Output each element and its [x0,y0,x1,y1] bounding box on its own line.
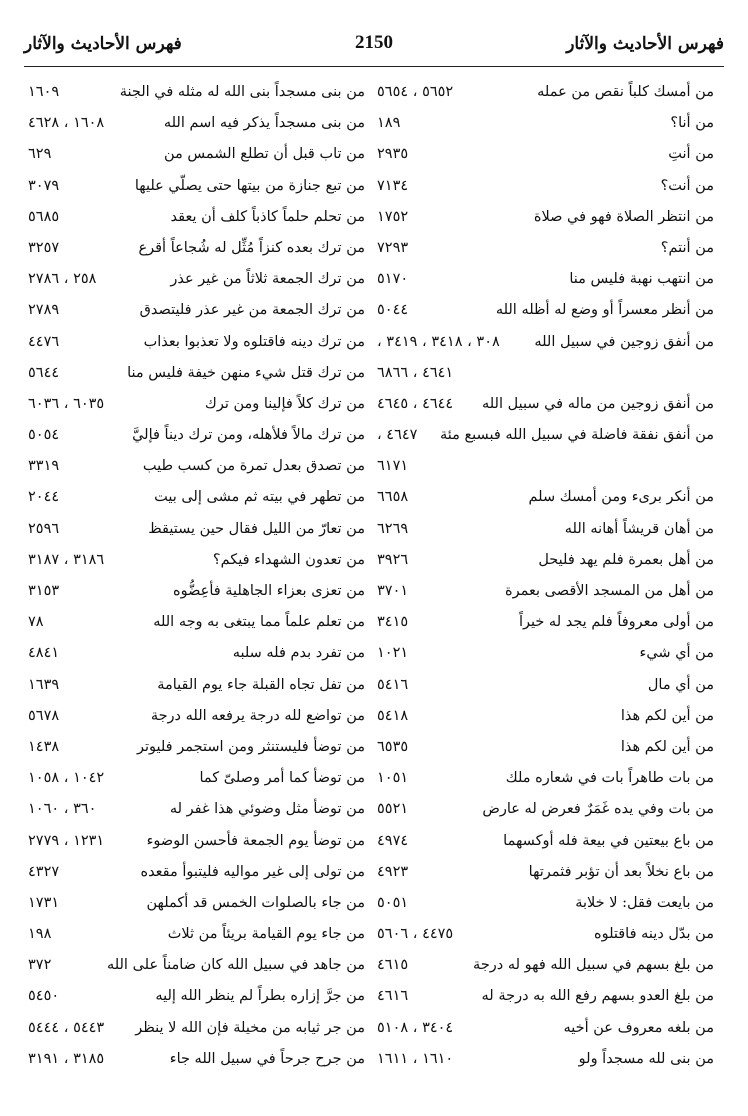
hadith-refs: ١٤٣٨ [28,738,60,755]
hadith-incipit: من أنفق زوجين من ماله في سبيل الله [481,395,714,412]
hadith-refs: ٤٦١٥ [377,957,409,974]
hadith-refs: ٥٤٥٠ [28,988,60,1005]
hadith-incipit: من توضأ فليستنثر ومن استجمر فليوتر [136,738,365,755]
index-entry [369,142,714,173]
hadith-refs: ٦٢٩ [28,146,52,163]
hadith-refs: ٥٦٤٤ [28,364,60,381]
index-entry [369,984,714,1015]
index-entry [20,298,365,329]
hadith-incipit: من أنا؟ [670,115,714,132]
index-entry [20,174,365,205]
index-entry [20,673,365,704]
index-entry [20,111,365,142]
index-entry [20,142,365,173]
hadith-refs: ٥٤١٦ [377,676,409,693]
index-entry [20,517,365,548]
hadith-incipit: من بايعت فقل: لا خلابة [575,894,714,911]
hadith-refs: ٥٠٤٤ [377,302,409,319]
hadith-refs: ١٧٥٢ [377,208,409,225]
hadith-refs: ٤٩٧٤ [377,832,409,849]
hadith-refs: ٢٧٨٩ [28,302,60,319]
hadith-refs: ٧٨ [28,614,44,631]
hadith-incipit: من تطهر في بيته ثم مشى إلى بيت [154,489,365,506]
hadith-incipit: من أنفق زوجين في سبيل الله [534,333,714,350]
index-entry [20,704,365,735]
index-entry [369,174,714,205]
hadith-incipit: من بنى مسجداً يذكر فيه اسم الله [163,115,365,132]
hadith-refs: ٤٦٤١ ، ٦٨٦٦ [377,364,454,381]
hadith-incipit: من تعارّ من الليل فقال حين يستيقظ [148,520,365,537]
running-title-left: فهرس الأحاديث والآثار [24,34,182,54]
index-entry [20,891,365,922]
hadith-refs: ٥٤١٨ [377,707,409,724]
hadith-incipit: من أي مال [647,676,714,693]
hadith-incipit: من أنظر معسراً أو وضع له أظله الله [495,302,714,319]
hadith-refs: ٢٩٣٥ [377,146,409,163]
index-entry [369,80,714,111]
index-entry [20,80,365,111]
hadith-incipit: من بلغ بسهم في سبيل الله فهو له درجة [473,957,714,974]
hadith-incipit: من أنكر برىء ومن أمسك سلم [528,489,714,506]
left-column [20,80,365,1078]
index-entry [20,423,365,454]
hadith-refs: ٥٦٧٨ [28,707,60,724]
hadith-incipit: من أنفق نفقة فاضلة في سبيل الله فبسبع مئة [439,427,714,444]
hadith-refs: ٥٠٥٤ [28,427,60,444]
index-entry [20,485,365,516]
hadith-refs: ٦٠٣٥ ، ٦٠٣٦ [28,395,105,412]
header-rule [24,66,724,67]
hadith-incipit: من ترك الجمعة من غير عذر فليتصدق [139,302,365,319]
hadith-refs: ١٠٥١ [377,770,409,787]
hadith-incipit: من أي شيء [639,645,714,662]
hadith-refs: ١٦٠٨ ، ٤٦٢٨ [28,115,105,132]
index-entry [369,891,714,922]
hadith-incipit: من ترك دينه فاقتلوه ولا تعذبوا بعذاب [143,333,365,350]
hadith-incipit: من باع بيعتين في بيعة فله أوكسهما [503,832,714,849]
hadith-refs: ٤٦٤٧ ، [377,427,418,444]
hadith-incipit: من باع نخلاً بعد أن تؤبر فثمرتها [528,863,714,880]
index-entry [369,298,714,329]
hadith-incipit: من تولى إلى غير مواليه فليتبوأ مقعده [140,863,365,880]
hadith-incipit: من تعزى بعزاء الجاهلية فأعِضُّوه [173,583,365,599]
hadith-refs: ٤٦٤٤ ، ٤٦٤٥ [377,395,454,412]
hadith-incipit: من أنتم؟ [660,239,714,256]
hadith-incipit: من تاب قبل أن تطلع الشمس من [163,146,365,163]
hadith-refs: ٧١٣٤ [377,177,409,194]
index-entry [369,392,714,423]
hadith-refs: ٣٧٠١ [377,583,409,599]
hadith-incipit: من تفل تجاه القبلة جاء يوم القيامة [157,676,365,693]
hadith-refs: ٤٦١٦ [377,988,409,1005]
hadith-incipit: من بات وفي يده غَمَرٌ فعرض له عارض [482,801,714,818]
hadith-refs: ٥٦٨٥ [28,208,60,225]
hadith-refs: ٣٧٢ [28,957,52,974]
hadith-incipit: من تواضع لله درجة يرفعه الله درجة [150,707,365,724]
hadith-incipit: من توضأ يوم الجمعة فأحسن الوضوء [146,832,365,849]
hadith-incipit: من تعلم علماً مما يبتغى به وجه الله [153,614,365,631]
index-entry [20,829,365,860]
index-entry [369,641,714,672]
index-entry [20,610,365,641]
hadith-incipit: من بلغه معروف عن أخيه [563,1019,714,1036]
index-entry [20,922,365,953]
hadith-refs: ٦٢٦٩ [377,520,409,537]
hadith-refs: ٣٤٠٤ ، ٥١٠٨ [377,1019,454,1036]
hadith-incipit: من تعدون الشهداء فيكم؟ [212,551,365,568]
index-entry [20,267,365,298]
hadith-refs: ٥١٧٠ [377,271,409,288]
hadith-refs: ٤٤٧٥ ، ٥٦٠٦ [377,926,454,943]
hadith-refs: ٣٠٨ ، ٣٤١٨ ، ٣٤١٩ ، [377,333,500,350]
right-column [369,80,714,1078]
index-entry [369,1016,714,1047]
hadith-incipit: من ترك قتل شيء منهن خيفة فليس منا [127,364,365,381]
hadith-incipit: من تفرد بدم فله سلبه [232,645,365,662]
hadith-refs: ٤٣٢٧ [28,863,60,880]
index-entry [20,797,365,828]
hadith-refs: ١٦٠٩ [28,84,60,100]
index-entry [20,392,365,423]
hadith-incipit: من أهان قريشاً أهانه الله [564,520,714,537]
hadith-refs: ٢٠٤٤ [28,489,60,506]
hadith-incipit: من أهل بعمرة فلم يهد فليحل [538,551,714,568]
index-entry [369,267,714,298]
hadith-incipit: من تحلم حلماً كاذباً كلف أن يعقد [170,208,365,225]
index-entry [369,548,714,579]
hadith-refs: ٣٠٧٩ [28,177,60,194]
hadith-incipit: من أين لكم هذا [620,707,714,724]
index-entry [20,860,365,891]
hadith-refs: ١٠٢١ [377,645,409,662]
index-entry [369,735,714,766]
hadith-incipit: من ترك بعده كنزاً مُثِّل له شُجاعاً أقرع [138,239,365,256]
index-entry [369,205,714,236]
index-entry [20,330,365,361]
hadith-refs: ٥٠٥١ [377,894,409,911]
index-entry [369,860,714,891]
index-entry [369,704,714,735]
index-entry [20,454,365,485]
hadith-incipit: من أهل من المسجد الأقصى بعمرة [505,583,714,599]
hadith-incipit: من أنت؟ [660,177,714,194]
hadith-refs: ١٦١٠ ، ١٦١١ [377,1050,454,1067]
hadith-incipit: من جاهد في سبيل الله كان ضامناً على الله [106,957,365,974]
hadith-incipit: من تصدق بعدل تمرة من كسب طيب [142,458,365,475]
index-entry [369,1047,714,1078]
hadith-incipit: من بدّل دينه فاقتلوه [593,926,714,943]
page-header [24,32,724,62]
hadith-incipit: من انتهب نهبة فليس منا [569,271,714,288]
index-entry [20,236,365,267]
index-entry [20,361,365,392]
index-entry [369,330,714,361]
hadith-refs: ٦٦٥٨ [377,489,409,506]
index-entry [20,1016,365,1047]
hadith-refs: ٣١٨٦ ، ٣١٨٧ [28,551,105,568]
hadith-incipit: من بنى مسجداً بنى الله له مثله في الجنة [119,84,365,100]
hadith-incipit: من ترك الجمعة ثلاثاً من غير عذر [170,271,365,288]
running-title-right: فهرس الأحاديث والآثار [566,34,724,54]
hadith-incipit: من توضأ كما أمر وصلىّ كما [199,770,365,787]
hadith-incipit: من توضأ مثل وضوئي هذا غفر له [169,801,365,818]
hadith-refs: ٣٢٥٧ [28,239,60,256]
hadith-refs: ٦١٧١ [377,458,409,475]
hadith-incipit: من بات طاهراً بات في شعاره ملك [505,770,714,787]
index-entry [369,829,714,860]
hadith-refs: ١٧٣١ [28,894,60,911]
index-entry [20,641,365,672]
index-entry [369,579,714,610]
hadith-incipit: من جاء يوم القيامة بريئاً من ثلاث [167,926,365,943]
hadith-refs: ٧٢٩٣ [377,239,409,256]
index-entry [20,548,365,579]
hadith-refs: ٢٥٨ ، ٢٧٨٦ [28,271,97,288]
hadith-refs: ٥٤٤٣ ، ٥٤٤٤ [28,1019,105,1036]
index-entry [369,485,714,516]
index-entry [369,236,714,267]
index-entry [369,361,714,392]
hadith-incipit: من تبع جنازة من بيتها حتى يصلّي عليها [134,177,365,194]
hadith-incipit: من جر ثيابه من مخيلة فإن الله لا ينظر [135,1019,365,1036]
hadith-refs: ١٦٣٩ [28,676,60,693]
hadith-refs: ٣١٨٥ ، ٣١٩١ [28,1050,105,1067]
hadith-refs: ٣٩٢٦ [377,551,409,568]
index-entry [20,984,365,1015]
hadith-incipit: من جرَّ إزاره بطراً لم ينظر الله إليه [155,988,365,1005]
hadith-refs: ٣٤١٥ [377,614,409,631]
hadith-incipit: من بلغ العدو بسهم رفع الله به درجة له [481,988,714,1005]
hadith-refs: ٣٦٠ ، ١٠٦٠ [28,801,97,818]
index-entry [369,922,714,953]
hadith-refs: ٢٥٩٦ [28,520,60,537]
hadith-refs: ٤٨٤١ [28,645,60,662]
hadith-incipit: من أنتِ [668,146,714,163]
index-entry [369,111,714,142]
index-entry [369,797,714,828]
index-entry [369,766,714,797]
hadith-refs: ١٨٩ [377,115,401,132]
hadith-incipit: من أين لكم هذا [620,738,714,755]
hadith-refs: ٤٤٧٦ [28,333,60,350]
hadith-refs: ٦٥٣٥ [377,738,409,755]
hadith-incipit: من أمسك كلباً نقص من عمله [537,84,714,100]
hadith-refs: ٥٦٥٢ ، ٥٦٥٤ [377,84,454,100]
hadith-refs: ٣١٥٣ [28,583,60,599]
index-entry [369,517,714,548]
index-entry [369,423,714,454]
hadith-incipit: من جاء بالصلوات الخمس قد أكملهن [146,894,365,911]
hadith-incipit: من انتظر الصلاة فهو في صلاة [533,208,714,225]
index-entry [369,454,714,485]
index-entry [20,205,365,236]
hadith-refs: ٣٣١٩ [28,458,60,475]
hadith-incipit: من أولى معروفاً فلم يجد له خيراً [518,614,714,631]
index-entry [369,953,714,984]
index-entry [20,579,365,610]
hadith-refs: ١٠٤٢ ، ١٠٥٨ [28,770,105,787]
index-entry [20,953,365,984]
hadith-refs: ٥٥٢١ [377,801,409,818]
hadith-incipit: من ترك مالاً فلأهله، ومن ترك ديناً فإليَّ [132,427,365,444]
page-number: 2150 [355,32,393,53]
index-entry [369,610,714,641]
index-entry [369,673,714,704]
index-entry [20,1047,365,1078]
hadith-incipit: من جرح جرحاً في سبيل الله جاء [169,1050,365,1067]
hadith-refs: ٤٩٢٣ [377,863,409,880]
hadith-refs: ١٩٨ [28,926,52,943]
index-entry [20,766,365,797]
hadith-incipit: من بنى لله مسجداً ولو [578,1050,714,1067]
hadith-incipit: من ترك كلاً فإلينا ومن ترك [204,395,365,412]
index-entry [20,735,365,766]
hadith-refs: ١٢٣١ ، ٢٧٧٩ [28,832,105,849]
